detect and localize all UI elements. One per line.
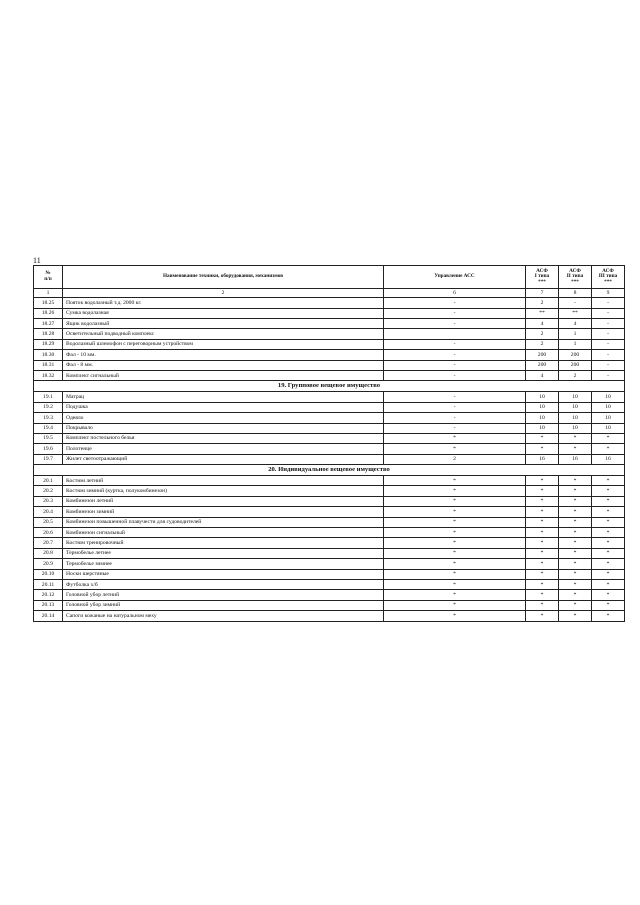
value-asf1: * bbox=[526, 559, 559, 569]
row-number: 20.1 bbox=[34, 476, 63, 486]
table-row bbox=[34, 528, 625, 538]
value-asf2: - bbox=[559, 298, 592, 308]
value-asf3: * bbox=[592, 476, 625, 486]
value-asf1: * bbox=[526, 517, 559, 527]
value-acc: * bbox=[384, 559, 526, 569]
equipment-table bbox=[33, 265, 625, 622]
row-number: 18.25 bbox=[34, 298, 63, 308]
row-number: 19.2 bbox=[34, 402, 63, 412]
value-acc: - bbox=[384, 298, 526, 308]
value-acc: * bbox=[384, 444, 526, 454]
item-name: Матрац bbox=[63, 392, 384, 402]
row-number: 18.30 bbox=[34, 350, 63, 360]
row-number: 18.28 bbox=[34, 329, 63, 339]
value-asf3: 16 bbox=[592, 454, 625, 464]
value-asf1: 2 bbox=[526, 298, 559, 308]
header-acc: Управление АСС bbox=[384, 266, 526, 289]
value-acc: - bbox=[384, 413, 526, 423]
table-row bbox=[34, 476, 625, 486]
table-row bbox=[34, 308, 625, 318]
value-asf1: * bbox=[526, 476, 559, 486]
value-asf3: * bbox=[592, 569, 625, 579]
row-number: 19.4 bbox=[34, 423, 63, 433]
value-acc bbox=[384, 329, 526, 339]
row-number: 19.6 bbox=[34, 444, 63, 454]
row-number: 20.10 bbox=[34, 569, 63, 579]
item-name: Комбинезон сигнальный bbox=[63, 528, 384, 538]
table-row bbox=[34, 486, 625, 496]
value-asf3: * bbox=[592, 538, 625, 548]
value-acc: - bbox=[384, 423, 526, 433]
value-asf1: * bbox=[526, 486, 559, 496]
item-name: Водолазный шлемофон с переговорным устройством bbox=[63, 339, 384, 349]
table-row bbox=[34, 569, 625, 579]
value-asf1: 4 bbox=[526, 318, 559, 328]
value-asf1: * bbox=[526, 433, 559, 443]
value-asf1: * bbox=[526, 579, 559, 589]
index-cell: 8 bbox=[559, 289, 592, 298]
row-number: 18.31 bbox=[34, 360, 63, 370]
item-name: Термобелье летнее bbox=[63, 548, 384, 558]
item-name: Комплект сигнальный bbox=[63, 370, 384, 380]
row-number: 20.7 bbox=[34, 538, 63, 548]
item-name: Осветительный подводный комплекс bbox=[63, 329, 384, 339]
item-name: Комплект постельного белья bbox=[63, 433, 384, 443]
item-name: Костюм летний bbox=[63, 476, 384, 486]
item-name: Одеяло bbox=[63, 413, 384, 423]
row-number: 19.1 bbox=[34, 392, 63, 402]
value-acc: * bbox=[384, 538, 526, 548]
value-asf1: * bbox=[526, 444, 559, 454]
value-asf2: 2 bbox=[559, 370, 592, 380]
value-asf3: * bbox=[592, 444, 625, 454]
table-row bbox=[34, 559, 625, 569]
table-row bbox=[34, 496, 625, 506]
table-row bbox=[34, 454, 625, 464]
value-asf1: * bbox=[526, 538, 559, 548]
value-acc: * bbox=[384, 517, 526, 527]
row-number: 18.29 bbox=[34, 339, 63, 349]
table-row bbox=[34, 611, 625, 621]
column-index-row bbox=[34, 289, 625, 298]
value-asf1: 16 bbox=[526, 454, 559, 464]
header-asf2: АСФ II типа *** bbox=[559, 266, 592, 289]
row-number: 18.27 bbox=[34, 318, 63, 328]
row-number: 20.4 bbox=[34, 507, 63, 517]
table-row bbox=[34, 339, 625, 349]
item-name: Полотенце bbox=[63, 444, 384, 454]
value-asf2: * bbox=[559, 433, 592, 443]
value-asf2: * bbox=[559, 579, 592, 589]
value-asf3: - bbox=[592, 360, 625, 370]
item-name: Комбинезон зимний bbox=[63, 507, 384, 517]
value-asf2: * bbox=[559, 538, 592, 548]
value-asf3: * bbox=[592, 548, 625, 558]
value-asf2: ** bbox=[559, 308, 592, 318]
value-asf2: * bbox=[559, 611, 592, 621]
value-acc: - bbox=[384, 308, 526, 318]
table-row bbox=[34, 318, 625, 328]
value-asf1: 10 bbox=[526, 392, 559, 402]
header-row bbox=[34, 266, 625, 289]
value-asf2: 10 bbox=[559, 413, 592, 423]
header-asf3: АСФ III типа *** bbox=[592, 266, 625, 289]
table-row bbox=[34, 402, 625, 412]
value-asf1: 2 bbox=[526, 339, 559, 349]
value-acc: * bbox=[384, 600, 526, 610]
row-number: 18.32 bbox=[34, 370, 63, 380]
value-asf3: * bbox=[592, 600, 625, 610]
value-asf3: - bbox=[592, 339, 625, 349]
value-asf3: * bbox=[592, 559, 625, 569]
table-row bbox=[34, 298, 625, 308]
row-number: 19.5 bbox=[34, 433, 63, 443]
value-asf3: * bbox=[592, 579, 625, 589]
value-asf2: 4 bbox=[559, 318, 592, 328]
value-asf1: 2 bbox=[526, 329, 559, 339]
value-asf1: * bbox=[526, 600, 559, 610]
section-heading-row bbox=[34, 381, 625, 392]
value-asf2: 10 bbox=[559, 423, 592, 433]
value-asf3: * bbox=[592, 496, 625, 506]
table-row bbox=[34, 579, 625, 589]
value-asf3: * bbox=[592, 507, 625, 517]
value-asf1: ** bbox=[526, 308, 559, 318]
value-asf2: * bbox=[559, 507, 592, 517]
section-heading-row bbox=[34, 465, 625, 476]
table-row bbox=[34, 360, 625, 370]
header-name: Наименование техники, оборудования, механизмов bbox=[63, 266, 384, 289]
value-asf1: * bbox=[526, 569, 559, 579]
row-number: 20.14 bbox=[34, 611, 63, 621]
value-asf3: * bbox=[592, 590, 625, 600]
value-asf1: 10 bbox=[526, 423, 559, 433]
value-asf2: * bbox=[559, 476, 592, 486]
table-row bbox=[34, 392, 625, 402]
value-acc: - bbox=[384, 370, 526, 380]
value-acc: * bbox=[384, 548, 526, 558]
index-cell: 1 bbox=[34, 289, 63, 298]
table-row bbox=[34, 444, 625, 454]
value-asf3: - bbox=[592, 350, 625, 360]
item-name: Фал - 10 мм. bbox=[63, 350, 384, 360]
value-acc: * bbox=[384, 476, 526, 486]
item-name: Сапоги кожаные на натуральном меху bbox=[63, 611, 384, 621]
table-row bbox=[34, 538, 625, 548]
value-asf2: 10 bbox=[559, 402, 592, 412]
value-acc: * bbox=[384, 579, 526, 589]
row-number: 20.2 bbox=[34, 486, 63, 496]
row-number: 20.12 bbox=[34, 590, 63, 600]
index-cell: 7 bbox=[526, 289, 559, 298]
item-name: Сумка водолазная bbox=[63, 308, 384, 318]
value-asf1: 4 bbox=[526, 370, 559, 380]
item-name: Головной убор летний bbox=[63, 590, 384, 600]
row-number: 19.7 bbox=[34, 454, 63, 464]
value-acc: - bbox=[384, 360, 526, 370]
index-cell: 2 bbox=[63, 289, 384, 298]
value-asf2: * bbox=[559, 590, 592, 600]
table-row bbox=[34, 423, 625, 433]
value-acc: * bbox=[384, 507, 526, 517]
value-asf3: * bbox=[592, 433, 625, 443]
value-asf2: * bbox=[559, 600, 592, 610]
value-asf3: 10 bbox=[592, 402, 625, 412]
value-asf1: 10 bbox=[526, 413, 559, 423]
item-name: Жилет светоотражающий bbox=[63, 454, 384, 464]
row-number: 20.11 bbox=[34, 579, 63, 589]
value-acc: * bbox=[384, 528, 526, 538]
value-asf3: 10 bbox=[592, 392, 625, 402]
item-name: Подушка bbox=[63, 402, 384, 412]
item-name: Ящик водолазный bbox=[63, 318, 384, 328]
value-asf3: * bbox=[592, 486, 625, 496]
value-asf2: 1 bbox=[559, 339, 592, 349]
value-asf2: 1 bbox=[559, 329, 592, 339]
index-cell: 6 bbox=[384, 289, 526, 298]
row-number: 20.6 bbox=[34, 528, 63, 538]
value-asf3: * bbox=[592, 517, 625, 527]
value-asf2: 16 bbox=[559, 454, 592, 464]
value-acc: * bbox=[384, 611, 526, 621]
item-name: Пояток водолазный т.д. 2000 кг. bbox=[63, 298, 384, 308]
table-row bbox=[34, 370, 625, 380]
value-asf2: * bbox=[559, 444, 592, 454]
value-asf2: * bbox=[559, 517, 592, 527]
value-asf1: 200 bbox=[526, 360, 559, 370]
value-asf2: * bbox=[559, 569, 592, 579]
value-asf3: - bbox=[592, 298, 625, 308]
item-name: Носки шерстяные bbox=[63, 569, 384, 579]
section-heading: 20. Индивидуальное вещевое имущество bbox=[34, 465, 625, 476]
table-row bbox=[34, 600, 625, 610]
header-asf1: АСФ I типа *** bbox=[526, 266, 559, 289]
table-row bbox=[34, 507, 625, 517]
table-row bbox=[34, 329, 625, 339]
item-name: Термобелье зимнее bbox=[63, 559, 384, 569]
table-row bbox=[34, 350, 625, 360]
value-asf3: * bbox=[592, 528, 625, 538]
value-asf1: * bbox=[526, 590, 559, 600]
table-row bbox=[34, 590, 625, 600]
value-asf2: * bbox=[559, 496, 592, 506]
value-asf2: 10 bbox=[559, 392, 592, 402]
row-number: 20.3 bbox=[34, 496, 63, 506]
item-name: Покрывало bbox=[63, 423, 384, 433]
value-acc: - bbox=[384, 402, 526, 412]
value-asf3: 10 bbox=[592, 413, 625, 423]
value-asf1: * bbox=[526, 548, 559, 558]
item-name: Головной убор зимний bbox=[63, 600, 384, 610]
table-row bbox=[34, 548, 625, 558]
value-asf3: * bbox=[592, 611, 625, 621]
item-name: Комбинезон летний bbox=[63, 496, 384, 506]
value-asf2: * bbox=[559, 528, 592, 538]
value-acc: 2 bbox=[384, 454, 526, 464]
value-acc: - bbox=[384, 339, 526, 349]
value-asf2: * bbox=[559, 486, 592, 496]
value-asf3: 10 bbox=[592, 423, 625, 433]
value-asf1: 10 bbox=[526, 402, 559, 412]
table-row bbox=[34, 413, 625, 423]
value-asf3: - bbox=[592, 318, 625, 328]
page-number: 11 bbox=[33, 256, 41, 265]
value-asf1: 200 bbox=[526, 350, 559, 360]
value-acc: * bbox=[384, 486, 526, 496]
value-asf3: - bbox=[592, 308, 625, 318]
row-number: 20.13 bbox=[34, 600, 63, 610]
index-cell: 9 bbox=[592, 289, 625, 298]
value-asf2: * bbox=[559, 559, 592, 569]
item-name: Костюм тренировочный bbox=[63, 538, 384, 548]
value-acc: - bbox=[384, 318, 526, 328]
row-number: 20.9 bbox=[34, 559, 63, 569]
value-acc: - bbox=[384, 392, 526, 402]
value-asf3: - bbox=[592, 370, 625, 380]
value-asf1: * bbox=[526, 528, 559, 538]
header-num: № п/п bbox=[34, 266, 63, 289]
value-asf2: 200 bbox=[559, 360, 592, 370]
value-acc: * bbox=[384, 496, 526, 506]
row-number: 20.8 bbox=[34, 548, 63, 558]
value-acc: * bbox=[384, 433, 526, 443]
value-asf3: - bbox=[592, 329, 625, 339]
table-row bbox=[34, 433, 625, 443]
row-number: 18.26 bbox=[34, 308, 63, 318]
value-acc: * bbox=[384, 569, 526, 579]
row-number: 20.5 bbox=[34, 517, 63, 527]
value-acc: * bbox=[384, 590, 526, 600]
item-name: Футболка х/б bbox=[63, 579, 384, 589]
item-name: Фал - 8 мм. bbox=[63, 360, 384, 370]
value-asf1: * bbox=[526, 611, 559, 621]
item-name: Комбинезон повышенной плавучести для судоводителей bbox=[63, 517, 384, 527]
value-asf1: * bbox=[526, 496, 559, 506]
row-number: 19.3 bbox=[34, 413, 63, 423]
value-asf2: * bbox=[559, 548, 592, 558]
section-heading: 19. Групповое вещевое имущество bbox=[34, 381, 625, 392]
item-name: Костюм зимний (куртка, полукомбинезон) bbox=[63, 486, 384, 496]
value-asf2: 200 bbox=[559, 350, 592, 360]
value-asf1: * bbox=[526, 507, 559, 517]
value-acc: - bbox=[384, 350, 526, 360]
table-row bbox=[34, 517, 625, 527]
